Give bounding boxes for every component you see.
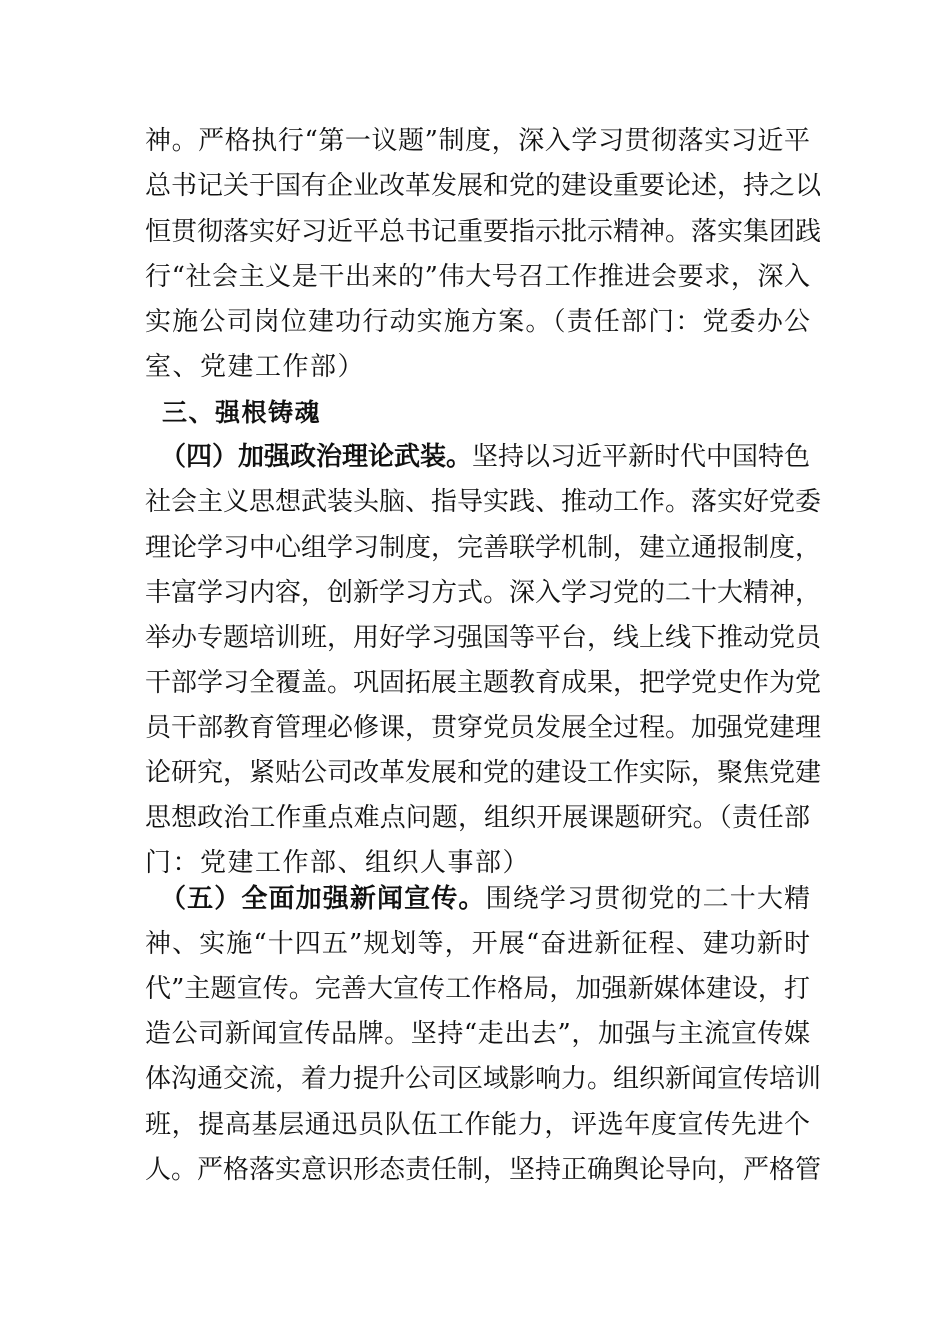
body-text-line: 理论学习中心组学习制度，完善联学机制，建立通报制度，: [145, 533, 822, 563]
section-heading: 三、强根铸魂: [162, 398, 322, 427]
body-text-line: 社会主义思想武装头脑、指导实践、推动工作。落实好党委: [145, 487, 822, 517]
paragraph-first-line: [160, 877, 810, 922]
body-text-line: 神、实施“十四五”规划等，开展“奋进新征程、建功新时: [145, 929, 810, 959]
paragraph-first-line: [160, 435, 810, 480]
body-text-line: 体沟通交流，着力提升公司区域影响力。组织新闻宣传培训: [145, 1064, 822, 1094]
body-text-line: 神。严格执行“第一议题”制度，深入学习贯彻落实习近平: [145, 126, 810, 156]
body-text-line: 员干部教育管理必修课，贯穿党员发展全过程。加强党建理: [145, 713, 822, 743]
paragraph-first-line-text: 围绕学习贯彻党的二十大精: [485, 884, 810, 914]
body-text-line: 实施公司岗位建功行动实施方案。（责任部门：党委办公: [145, 307, 810, 337]
body-text-line: 干部学习全覆盖。巩固拓展主题教育成果，把学党史作为党: [145, 668, 822, 698]
body-text-line: 丰富学习内容，创新学习方式。深入学习党的二十大精神，: [145, 578, 822, 608]
body-text-line: 思想政治工作重点难点问题，组织开展课题研究。（责任部: [145, 803, 810, 833]
body-text-line: 代”主题宣传。完善大宣传工作格局，加强新媒体建设，打: [145, 974, 810, 1004]
body-text-line: 恒贯彻落实好习近平总书记重要指示批示精神。落实集团践: [145, 217, 822, 247]
body-text-line: 论研究，紧贴公司改革发展和党的建设工作实际，聚焦党建: [145, 758, 822, 788]
body-text-line: 总书记关于国有企业改革发展和党的建设重要论述，持之以: [145, 171, 822, 201]
body-text-line: 行“社会主义是干出来的”伟大号召工作推进会要求，深入: [145, 262, 810, 292]
body-text-line: 人。严格落实意识形态责任制，坚持正确舆论导向，严格管: [145, 1155, 822, 1185]
paragraph-lead-title: （五）全面加强新闻宣传。: [160, 884, 486, 914]
body-text-line: 举办专题培训班，用好学习强国等平台，线上线下推动党员: [145, 623, 822, 653]
paragraph-first-line-text: 坚持以习近平新时代中国特色: [472, 442, 811, 472]
body-text-line: 造公司新闻宣传品牌。坚持“走出去”，加强与主流宣传媒: [145, 1019, 810, 1049]
body-text-line: 门：党建工作部、组织人事部）: [145, 848, 531, 878]
paragraph-lead-title: （四）加强政治理论武装。: [160, 442, 473, 472]
body-text-line: 班，提高基层通迅员队伍工作能力，评选年度宣传先进个: [145, 1110, 810, 1140]
body-text-line: 室、党建工作部）: [145, 352, 366, 382]
